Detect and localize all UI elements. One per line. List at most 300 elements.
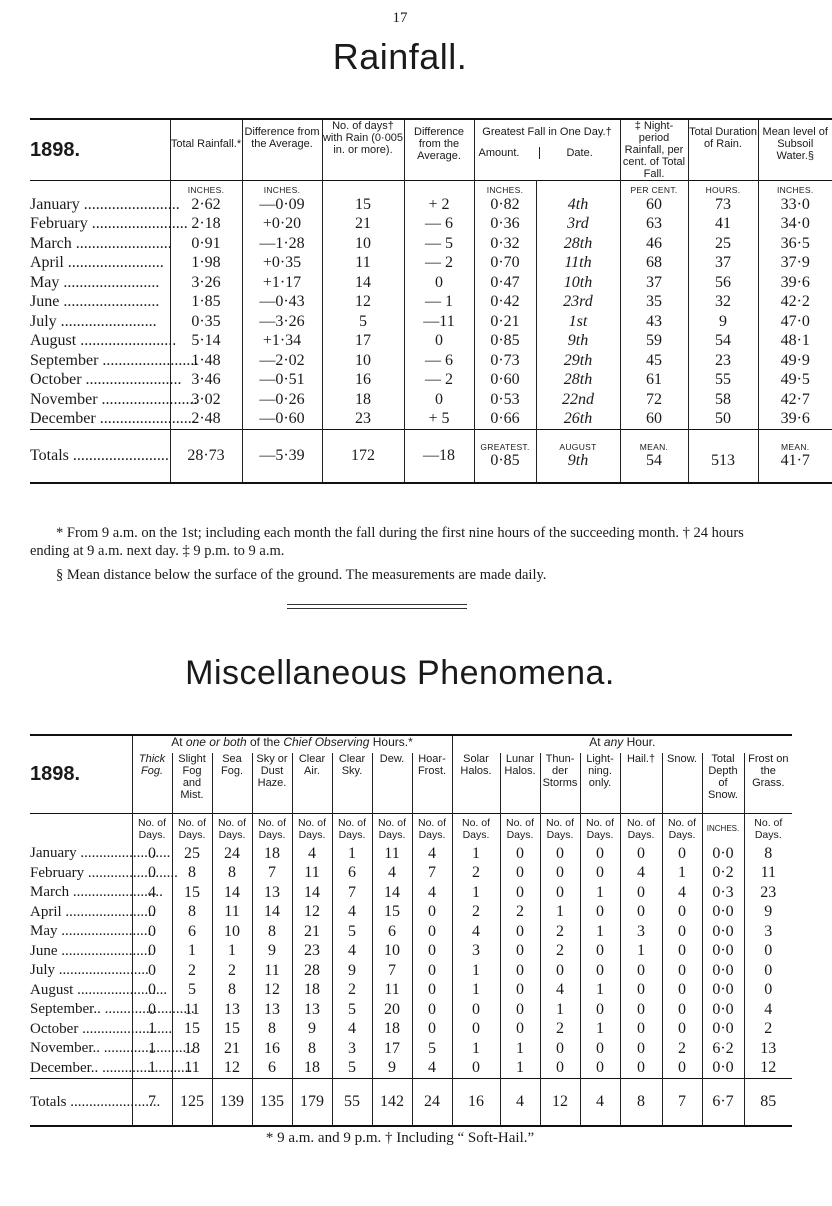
cell-sea-fog: 2 [212,961,252,981]
cell-hoar: 4 [412,844,452,864]
table-row [30,981,792,1001]
days-difference: —11 [404,312,474,332]
difference: —0·09 [242,195,322,215]
cell-depth: 0·0 [702,844,744,864]
header-days-with-rain: No. of days† with Rain (0·005 in. or more). [322,119,404,181]
cell-slight-fog: 6 [172,922,212,942]
total-rainfall: 3·26 [170,273,242,293]
header-depth: Total Depth of Snow. [702,753,744,814]
total-frost: 85 [744,1079,792,1127]
cell-frost: 12 [744,1059,792,1079]
night-percent: 59 [620,332,688,352]
header-amount: Amount. [478,147,520,159]
cell-hail: 0 [620,1020,662,1040]
cell-solar: 3 [452,942,500,962]
days-difference: + 5 [404,410,474,430]
totals-duration: 513 [688,430,758,484]
total-lightning: 4 [580,1079,620,1127]
greatest-amount: 0·53 [474,390,536,410]
total-rainfall: 2·18 [170,215,242,235]
header-clear-air: Clear Air. [292,753,332,814]
month-label: April ..... [30,254,170,274]
cell-lunar: 2 [500,903,540,923]
night-percent: 45 [620,351,688,371]
cell-sea-fog: 13 [212,1000,252,1020]
total-clear-sky: 55 [332,1079,372,1127]
cell-solar: 1 [452,981,500,1001]
cell-slight-fog: 8 [172,903,212,923]
greatest-date: 22nd [536,390,620,410]
days-difference: + 2 [404,195,474,215]
cell-hoar: 0 [412,1020,452,1040]
cell-lightning: 0 [580,1000,620,1020]
cell-sea-fog: 21 [212,1039,252,1059]
rainfall-title: Rainfall. [332,36,468,77]
greatest-date: 26th [536,410,620,430]
cell-frost: 4 [744,1000,792,1020]
total-lunar: 4 [500,1079,540,1127]
cell-clear-sky: 7 [332,883,372,903]
month-label: January ..... [30,844,132,864]
cell-hail: 3 [620,922,662,942]
total-solar: 16 [452,1079,500,1127]
cell-clear-sky: 4 [332,903,372,923]
cell-sea-fog: 1 [212,942,252,962]
month-label: May ..... [30,922,132,942]
cell-frost: 8 [744,844,792,864]
subsoil-level: 42·7 [758,390,832,410]
total-rainfall: 5·14 [170,332,242,352]
table-row [30,903,792,923]
month-label: March ..... [30,234,170,254]
cell-frost: 2 [744,1020,792,1040]
table-row [30,254,832,274]
cell-depth: 0·0 [702,1000,744,1020]
divider-line-2 [287,608,467,609]
cell-hoar: 0 [412,942,452,962]
cell-snow: 1 [662,864,702,884]
unit-duration: HOURS. [688,181,758,196]
cell-slight-fog: 18 [172,1039,212,1059]
unit-sky-haze: No. of Days. [252,814,292,845]
cell-clear-sky: 5 [332,922,372,942]
header-greatest-fall: Greatest Fall in One Day.† Amount. Date. [474,119,620,181]
cell-sky-haze: 8 [252,1020,292,1040]
total-rainfall: 1·85 [170,293,242,313]
rainfall-year: 1898. [30,119,170,181]
cell-slight-fog: 11 [172,1059,212,1079]
cell-hoar: 7 [412,864,452,884]
days-difference: 0 [404,273,474,293]
totals-diff: —5·39 [242,430,322,484]
days-with-rain: 15 [322,195,404,215]
cell-thunder: 0 [540,1059,580,1079]
header-hail: Hail.† [620,753,662,814]
night-percent: 35 [620,293,688,313]
cell-lunar: 0 [500,864,540,884]
cell-lightning: 0 [580,903,620,923]
cell-frost: 0 [744,942,792,962]
cell-snow: 0 [662,922,702,942]
cell-clear-sky: 4 [332,942,372,962]
cell-sea-fog: 14 [212,883,252,903]
cell-sky-haze: 11 [252,961,292,981]
cell-clear-sky: 6 [332,864,372,884]
unit-hail: No. of Days. [620,814,662,845]
cell-solar: 0 [452,1020,500,1040]
cell-clear-sky: 1 [332,844,372,864]
night-percent: 68 [620,254,688,274]
month-label: September ..... [30,351,170,371]
subsoil-level: 33·0 [758,195,832,215]
cell-sky-haze: 14 [252,903,292,923]
cell-sky-haze: 8 [252,922,292,942]
table-row [30,883,792,903]
cell-depth: 0·0 [702,922,744,942]
total-sea-fog: 139 [212,1079,252,1127]
cell-hoar: 4 [412,883,452,903]
subsoil-level: 48·1 [758,332,832,352]
cell-sea-fog: 24 [212,844,252,864]
table-row [30,864,792,884]
cell-thick-fog: 1 [132,1020,172,1040]
cell-sky-haze: 9 [252,942,292,962]
header-duration: Total Duration of Rain. [688,119,758,181]
month-label: July ..... [30,312,170,332]
header-date: Date. [539,147,620,159]
cell-lunar: 1 [500,1039,540,1059]
cell-snow: 0 [662,981,702,1001]
month-label: April ..... [30,903,132,923]
subsoil-level: 37·9 [758,254,832,274]
month-label: March ..... [30,883,132,903]
rainfall-table [30,118,832,484]
total-sky-haze: 135 [252,1079,292,1127]
table-row [30,390,832,410]
cell-hail: 1 [620,942,662,962]
group-any-hour: At any Hour. [452,735,792,753]
table-row [30,1000,792,1020]
total-snow: 7 [662,1079,702,1127]
days-with-rain: 12 [322,293,404,313]
subsoil-level: 49·9 [758,351,832,371]
duration-hours: 41 [688,215,758,235]
difference: +1·17 [242,273,322,293]
cell-slight-fog: 2 [172,961,212,981]
cell-depth: 0·0 [702,961,744,981]
month-label: August ..... [30,332,170,352]
month-label: February ..... [30,215,170,235]
cell-thunder: 0 [540,1039,580,1059]
cell-snow: 4 [662,883,702,903]
cell-slight-fog: 15 [172,1020,212,1040]
cell-hail: 0 [620,903,662,923]
greatest-amount: 0·60 [474,371,536,391]
cell-sky-haze: 18 [252,844,292,864]
night-percent: 60 [620,195,688,215]
header-night-period: ‡ Night-period Rainfall, per cent. of Total Fall. [620,119,688,181]
cell-dew: 17 [372,1039,412,1059]
cell-lunar: 0 [500,883,540,903]
cell-snow: 0 [662,1059,702,1079]
cell-depth: 0·0 [702,981,744,1001]
cell-lightning: 0 [580,864,620,884]
cell-lightning: 1 [580,922,620,942]
cell-hail: 0 [620,1000,662,1020]
night-percent: 72 [620,390,688,410]
cell-clear-air: 18 [292,981,332,1001]
cell-thick-fog: 0 [132,961,172,981]
cell-hail: 0 [620,1039,662,1059]
cell-lightning: 0 [580,844,620,864]
cell-lightning: 0 [580,961,620,981]
cell-solar: 0 [452,1059,500,1079]
unit-clear-air: No. of Days. [292,814,332,845]
header-difference: Difference from the Average. [242,119,322,181]
total-rainfall: 2·62 [170,195,242,215]
subsoil-level: 42·2 [758,293,832,313]
cell-depth: 0·0 [702,942,744,962]
header-clear-sky: Clear Sky. [332,753,372,814]
subsoil-level: 49·5 [758,371,832,391]
cell-clear-air: 13 [292,1000,332,1020]
subsoil-level: 47·0 [758,312,832,332]
cell-snow: 0 [662,1020,702,1040]
table-row [30,922,792,942]
month-label: February ..... [30,864,132,884]
cell-depth: 0·3 [702,883,744,903]
cell-frost: 9 [744,903,792,923]
misc-footnote: * 9 a.m. and 9 p.m. † Including “ Soft-Hail.” [265,1130,535,1146]
cell-thunder: 2 [540,922,580,942]
total-hoar: 24 [412,1079,452,1127]
cell-hoar: 0 [412,961,452,981]
cell-clear-air: 28 [292,961,332,981]
days-difference: 0 [404,332,474,352]
month-label: June ..... [30,293,170,313]
cell-hail: 0 [620,981,662,1001]
unit-hoar: No. of Days. [412,814,452,845]
cell-dew: 4 [372,864,412,884]
unit-lightning: No. of Days. [580,814,620,845]
cell-hail: 0 [620,844,662,864]
cell-hoar: 4 [412,1059,452,1079]
total-dew: 142 [372,1079,412,1127]
month-label: December.. ..... [30,1059,132,1079]
totals-date: AUGUST 9th [536,430,620,484]
cell-sea-fog: 8 [212,981,252,1001]
unit-dew: No. of Days. [372,814,412,845]
cell-hail: 4 [620,864,662,884]
days-difference: — 1 [404,293,474,313]
unit-frost: No. of Days. [744,814,792,845]
cell-sky-haze: 13 [252,883,292,903]
night-percent: 63 [620,215,688,235]
cell-dew: 9 [372,1059,412,1079]
night-percent: 61 [620,371,688,391]
cell-solar: 2 [452,864,500,884]
cell-hail: 0 [620,961,662,981]
days-with-rain: 10 [322,351,404,371]
month-label: July ..... [30,961,132,981]
cell-solar: 1 [452,1039,500,1059]
difference: +0·20 [242,215,322,235]
unit-total: INCHES. [170,181,242,196]
cell-dew: 20 [372,1000,412,1020]
cell-lunar: 0 [500,922,540,942]
days-with-rain: 17 [322,332,404,352]
unit-snow: No. of Days. [662,814,702,845]
divider-line [287,604,467,605]
totals-days-diff: —18 [404,430,474,484]
night-percent: 60 [620,410,688,430]
cell-sky-haze: 12 [252,981,292,1001]
cell-lightning: 1 [580,981,620,1001]
table-row [30,1059,792,1079]
duration-hours: 56 [688,273,758,293]
cell-solar: 1 [452,844,500,864]
duration-hours: 9 [688,312,758,332]
subsoil-level: 39·6 [758,410,832,430]
misc-title: Miscellaneous Phenomena. [185,654,615,692]
cell-dew: 11 [372,844,412,864]
page-number: 17 [392,10,408,26]
cell-clear-air: 14 [292,883,332,903]
days-with-rain: 10 [322,234,404,254]
total-rainfall: 1·48 [170,351,242,371]
cell-lunar: 0 [500,1000,540,1020]
cell-frost: 13 [744,1039,792,1059]
cell-depth: 6·2 [702,1039,744,1059]
cell-clear-air: 21 [292,922,332,942]
days-with-rain: 11 [322,254,404,274]
cell-solar: 4 [452,922,500,942]
total-rainfall: 0·35 [170,312,242,332]
month-label: October ..... [30,1020,132,1040]
month-label: August ..... [30,981,132,1001]
cell-thick-fog: 0 [132,903,172,923]
duration-hours: 37 [688,254,758,274]
month-label: November ..... [30,390,170,410]
cell-sea-fog: 12 [212,1059,252,1079]
month-label: January ..... [30,195,170,215]
rainfall-totals-label: Totals ..... [30,430,170,484]
total-hail: 8 [620,1079,662,1127]
unit-night: PER CENT. [620,181,688,196]
cell-sea-fog: 11 [212,903,252,923]
cell-lunar: 0 [500,961,540,981]
table-row [30,844,792,864]
greatest-date: 9th [536,332,620,352]
days-with-rain: 23 [322,410,404,430]
difference: —0·60 [242,410,322,430]
greatest-amount: 0·47 [474,273,536,293]
cell-frost: 0 [744,961,792,981]
cell-hoar: 0 [412,903,452,923]
cell-dew: 15 [372,903,412,923]
duration-hours: 54 [688,332,758,352]
greatest-amount: 0·42 [474,293,536,313]
month-label: May ..... [30,273,170,293]
cell-lunar: 0 [500,1020,540,1040]
month-label: November.. ..... [30,1039,132,1059]
cell-snow: 0 [662,903,702,923]
unit-sea-fog: No. of Days. [212,814,252,845]
table-row [30,234,832,254]
cell-dew: 7 [372,961,412,981]
cell-snow: 0 [662,961,702,981]
cell-thunder: 4 [540,981,580,1001]
header-slight-fog: Slight Fog and Mist. [172,753,212,814]
cell-lunar: 0 [500,844,540,864]
days-difference: — 2 [404,254,474,274]
totals-total: 28·73 [170,430,242,484]
cell-clear-air: 4 [292,844,332,864]
difference: —0·43 [242,293,322,313]
difference: —0·26 [242,390,322,410]
totals-night: MEAN. 54 [620,430,688,484]
difference: —1·28 [242,234,322,254]
cell-sea-fog: 10 [212,922,252,942]
cell-solar: 1 [452,883,500,903]
total-rainfall: 1·98 [170,254,242,274]
cell-clear-air: 11 [292,864,332,884]
month-label: October ..... [30,371,170,391]
table-row [30,293,832,313]
duration-hours: 58 [688,390,758,410]
cell-lightning: 0 [580,1059,620,1079]
header-sea-fog: Sea Fog. [212,753,252,814]
month-label: September.. ..... [30,1000,132,1020]
days-with-rain: 5 [322,312,404,332]
cell-lightning: 1 [580,883,620,903]
group-chief-hours: At one or both of the Chief Observing Hours.* [132,735,452,753]
days-difference: 0 [404,390,474,410]
cell-thunder: 2 [540,942,580,962]
cell-sky-haze: 13 [252,1000,292,1020]
cell-thick-fog: 0 [132,942,172,962]
cell-sky-haze: 16 [252,1039,292,1059]
difference: +0·35 [242,254,322,274]
greatest-date: 23rd [536,293,620,313]
greatest-date: 1st [536,312,620,332]
days-with-rain: 14 [322,273,404,293]
rainfall-footnote-b: § Mean distance below the surface of the ground. The measurements are made daily. [56,567,547,583]
cell-depth: 0·0 [702,903,744,923]
cell-clear-sky: 9 [332,961,372,981]
cell-thunder: 0 [540,883,580,903]
cell-snow: 2 [662,1039,702,1059]
cell-solar: 2 [452,903,500,923]
table-row [30,215,832,235]
cell-snow: 0 [662,1000,702,1020]
cell-lightning: 0 [580,942,620,962]
cell-clear-sky: 3 [332,1039,372,1059]
cell-depth: 0·0 [702,1020,744,1040]
header-dew: Dew. [372,753,412,814]
cell-thunder: 2 [540,1020,580,1040]
cell-dew: 11 [372,981,412,1001]
duration-hours: 23 [688,351,758,371]
total-slight-fog: 125 [172,1079,212,1127]
days-difference: — 5 [404,234,474,254]
cell-frost: 23 [744,883,792,903]
totals-amount: GREATEST. 0·85 [474,430,536,484]
cell-dew: 18 [372,1020,412,1040]
greatest-date: 28th [536,234,620,254]
total-depth: 6·7 [702,1079,744,1127]
total-rainfall: 0·91 [170,234,242,254]
